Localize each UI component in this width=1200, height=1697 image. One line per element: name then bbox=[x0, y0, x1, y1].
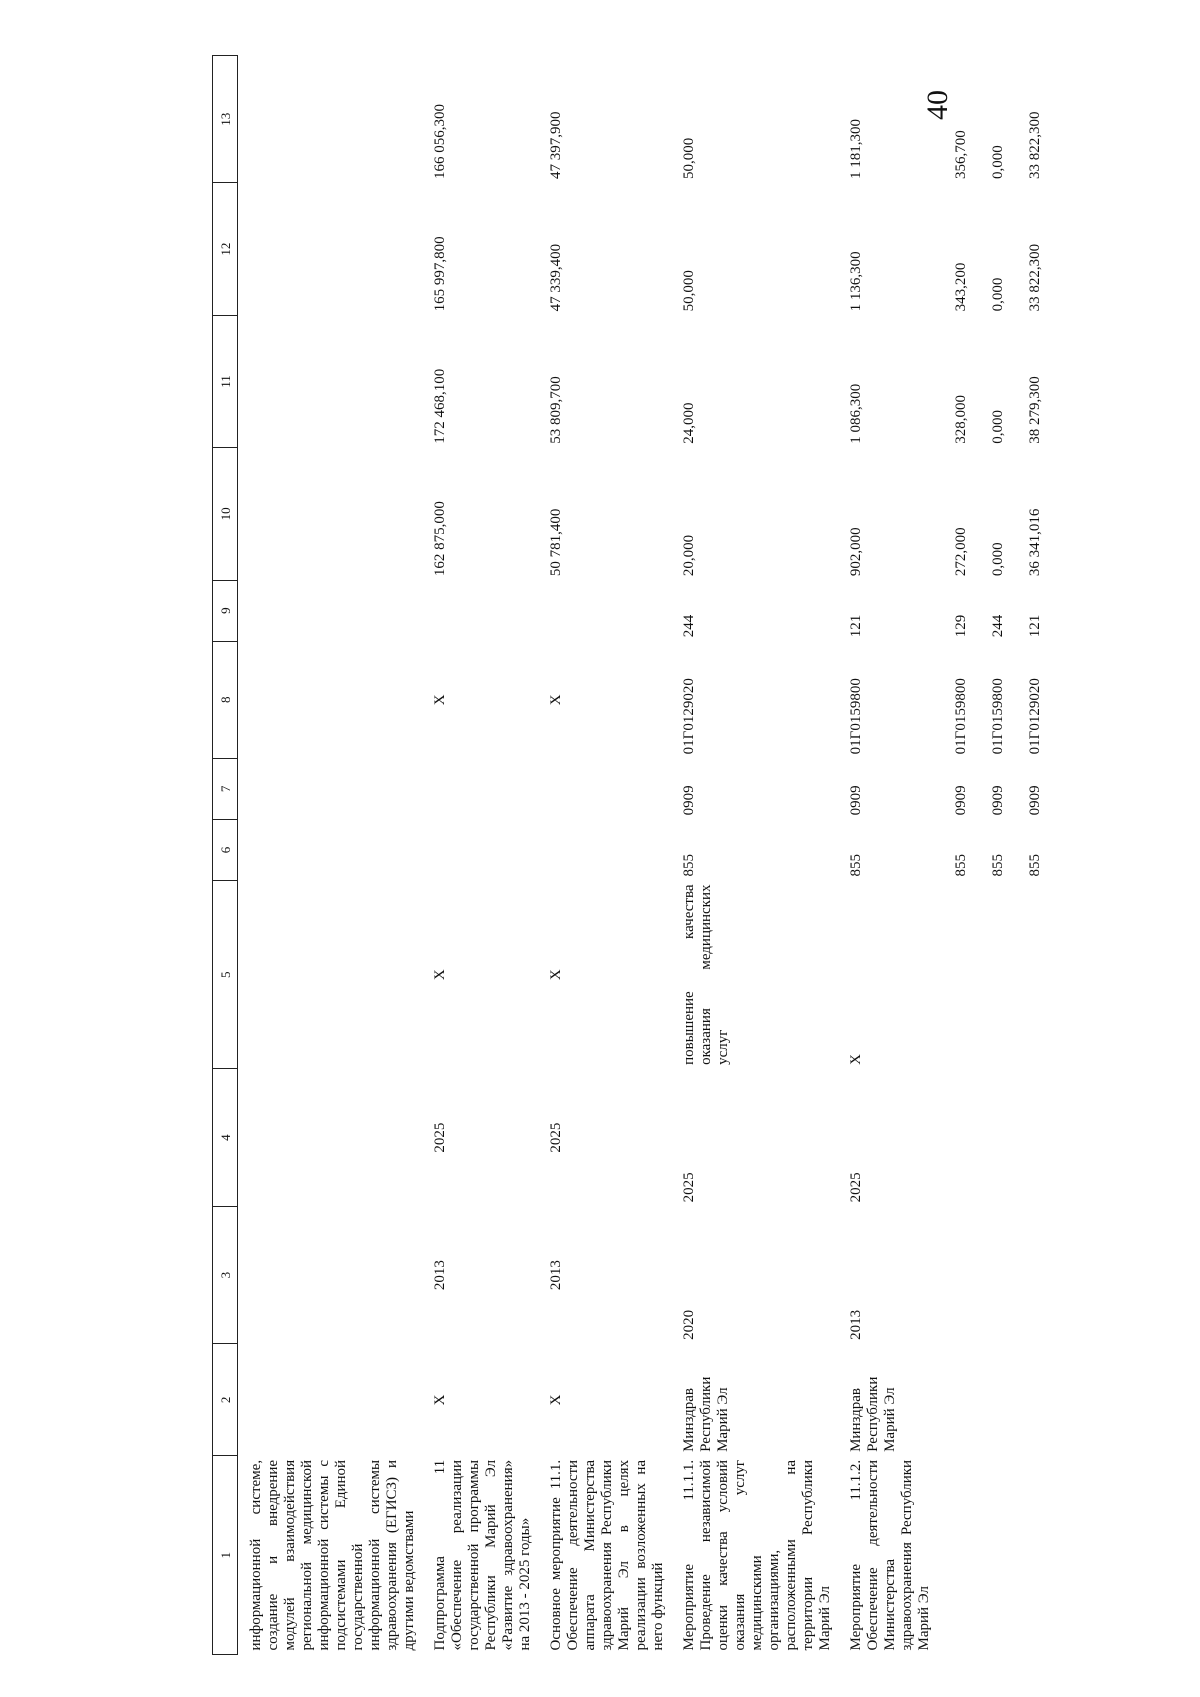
cell-target-article: 01Г0129020 bbox=[681, 678, 697, 755]
cell-target-article: 01Г0159800 bbox=[848, 678, 864, 755]
cell-amount-12: 0,000 bbox=[990, 277, 1006, 312]
cell-grbs bbox=[538, 819, 671, 880]
rotated-table-wrapper bbox=[212, 55, 1200, 1655]
cell-amount-11 bbox=[238, 315, 423, 447]
cell-executor: Х bbox=[548, 1394, 564, 1406]
cell-section bbox=[238, 758, 423, 819]
cell-start-year bbox=[974, 1206, 1011, 1343]
cell-amount-13: 356,700 bbox=[953, 130, 969, 179]
column-header: 13 bbox=[213, 56, 238, 183]
cell-start-year: 2013 bbox=[848, 1309, 864, 1340]
cell-amount-12: 165 997,800 bbox=[432, 236, 448, 312]
cell-target-article: 01Г0129020 bbox=[1027, 678, 1043, 755]
cell-grbs: 855 bbox=[953, 854, 969, 877]
table-row bbox=[671, 56, 838, 1655]
cell-amount-12: 33 822,300 bbox=[1027, 243, 1043, 312]
cell-section: 0909 bbox=[848, 785, 864, 816]
table-row bbox=[1011, 56, 1048, 1655]
cell-amount-10: 0,000 bbox=[990, 542, 1006, 577]
cell-executor bbox=[974, 1344, 1011, 1456]
cell-target-article bbox=[238, 641, 423, 758]
cell-grbs: 855 bbox=[681, 854, 697, 877]
cell-expense-type: 121 bbox=[848, 614, 864, 638]
cell-start-year bbox=[1011, 1206, 1048, 1343]
column-header: 11 bbox=[213, 315, 238, 447]
column-header: 7 bbox=[213, 758, 238, 819]
cell-end-year: 2025 bbox=[432, 1122, 448, 1153]
column-header: 2 bbox=[213, 1344, 238, 1456]
cell-amount-13: 50,000 bbox=[681, 137, 697, 179]
cell-expense-type: 244 bbox=[990, 614, 1006, 638]
cell-amount-10: 272,000 bbox=[953, 527, 969, 577]
header-row bbox=[213, 56, 238, 1655]
cell-result bbox=[1011, 881, 1048, 1069]
cell-grbs: 855 bbox=[990, 854, 1006, 877]
cell-start-year: 2020 bbox=[681, 1309, 697, 1340]
cell-description bbox=[974, 1456, 1011, 1655]
cell-result bbox=[974, 881, 1011, 1069]
cell-executor: Минздрав Республики Марий Эл bbox=[681, 1376, 731, 1452]
column-header: 8 bbox=[213, 641, 238, 758]
cell-executor bbox=[937, 1344, 974, 1456]
cell-description: Основное мероприятие 11.1. Обеспечение деятельности аппарата Министерства здравоохранения Республики Марий Эл в целях реализации возложенных на него функций bbox=[548, 1459, 666, 1651]
budget-table bbox=[212, 55, 1048, 1655]
cell-description bbox=[937, 1456, 974, 1655]
cell-executor bbox=[238, 1344, 423, 1456]
cell-section: 0909 bbox=[990, 785, 1006, 816]
cell-section bbox=[422, 758, 538, 819]
cell-amount-13: 33 822,300 bbox=[1027, 111, 1043, 179]
cell-section: 0909 bbox=[681, 785, 697, 816]
cell-end-year: 2025 bbox=[548, 1122, 564, 1153]
cell-executor bbox=[1011, 1344, 1048, 1456]
cell-amount-10: 162 875,000 bbox=[432, 501, 448, 577]
cell-description bbox=[1011, 1456, 1048, 1655]
cell-start-year: 2013 bbox=[548, 1260, 564, 1291]
cell-target-article: Х bbox=[432, 694, 448, 706]
cell-amount-12: 343,200 bbox=[953, 262, 969, 312]
cell-start-year bbox=[937, 1206, 974, 1343]
column-header: 1 bbox=[213, 1456, 238, 1655]
cell-grbs: 855 bbox=[848, 854, 864, 877]
cell-amount-10: 902,000 bbox=[848, 527, 864, 577]
cell-executor: Минздрав Республики Марий Эл bbox=[848, 1376, 898, 1452]
cell-end-year bbox=[937, 1069, 974, 1206]
cell-start-year bbox=[238, 1206, 423, 1343]
cell-description: Подпрограмма 11 «Обеспечение реализации государственной программы Республики Марий Эл «Развитие здравоохранения» на 2013 - 2025 годы» bbox=[432, 1459, 533, 1651]
cell-description: Мероприятие 11.1.2. Обеспечение деятельности Министерства здравоохранения Республики Марий Эл bbox=[848, 1459, 932, 1651]
cell-result: повышение качества оказания медицинских услуг bbox=[681, 884, 731, 1065]
cell-section: 0909 bbox=[1027, 785, 1043, 816]
cell-amount-13: 0,000 bbox=[990, 145, 1006, 179]
cell-amount-11: 53 809,700 bbox=[548, 376, 564, 444]
table-row bbox=[974, 56, 1011, 1655]
cell-amount-11: 172 468,100 bbox=[432, 368, 448, 444]
column-header: 12 bbox=[213, 183, 238, 315]
cell-end-year bbox=[1011, 1069, 1048, 1206]
cell-expense-type: 121 bbox=[1027, 614, 1043, 638]
cell-target-article: Х bbox=[548, 694, 564, 706]
page-number: 40 bbox=[921, 90, 954, 120]
cell-result bbox=[238, 881, 423, 1069]
cell-amount-11: 1 086,300 bbox=[848, 383, 864, 444]
cell-amount-13: 47 397,900 bbox=[548, 111, 564, 179]
cell-expense-type: 244 bbox=[681, 614, 697, 638]
cell-result bbox=[937, 881, 974, 1069]
cell-amount-12: 47 339,400 bbox=[548, 243, 564, 312]
cell-amount-12: 1 136,300 bbox=[848, 251, 864, 312]
cell-section: 0909 bbox=[953, 785, 969, 816]
cell-description: информационной системе, создание и внедрение модулей взаимодействия региональной медицинской информационной системы с подсистемами Единой государственной информационной системы здравоохранения (ЕГИСЗ) и другими ведомствами bbox=[248, 1459, 417, 1651]
cell-executor: Х bbox=[432, 1394, 448, 1406]
cell-result: Х bbox=[432, 969, 448, 981]
cell-amount-11: 38 279,300 bbox=[1027, 376, 1043, 444]
table-row bbox=[538, 56, 671, 1655]
cell-end-year bbox=[974, 1069, 1011, 1206]
table-row bbox=[937, 56, 974, 1655]
cell-amount-12: 50,000 bbox=[681, 270, 697, 312]
cell-amount-10: 20,000 bbox=[681, 534, 697, 577]
cell-expense-type bbox=[538, 580, 671, 641]
cell-result: Х bbox=[848, 1054, 864, 1065]
cell-target-article: 01Г0159800 bbox=[990, 678, 1006, 755]
cell-amount-10: 50 781,400 bbox=[548, 508, 564, 577]
cell-expense-type: 129 bbox=[953, 614, 969, 638]
cell-start-year: 2013 bbox=[432, 1260, 448, 1291]
cell-amount-13: 166 056,300 bbox=[432, 103, 448, 179]
cell-amount-10: 36 341,016 bbox=[1027, 508, 1043, 577]
cell-amount-10 bbox=[238, 448, 423, 580]
cell-end-year bbox=[238, 1069, 423, 1206]
cell-description: Мероприятие 11.1.1. Проведение независимой оценки качества условий оказания услуг медицинскими организациями, расположенными на территории Республики Марий Эл bbox=[681, 1459, 833, 1651]
cell-amount-13 bbox=[238, 56, 423, 183]
column-header: 5 bbox=[213, 881, 238, 1069]
table-row bbox=[422, 56, 538, 1655]
cell-amount-11: 24,000 bbox=[681, 402, 697, 444]
column-header: 10 bbox=[213, 448, 238, 580]
cell-end-year: 2025 bbox=[848, 1172, 864, 1203]
cell-amount-11: 328,000 bbox=[953, 394, 969, 444]
cell-amount-11: 0,000 bbox=[990, 409, 1006, 444]
cell-grbs bbox=[422, 819, 538, 880]
column-header: 9 bbox=[213, 580, 238, 641]
table-row bbox=[838, 56, 937, 1655]
column-header: 4 bbox=[213, 1069, 238, 1206]
cell-expense-type bbox=[238, 580, 423, 641]
cell-amount-12 bbox=[238, 183, 423, 315]
cell-end-year: 2025 bbox=[681, 1172, 697, 1203]
column-header: 6 bbox=[213, 819, 238, 880]
cell-target-article: 01Г0159800 bbox=[953, 678, 969, 755]
cell-section bbox=[538, 758, 671, 819]
cell-grbs bbox=[238, 819, 423, 880]
column-header: 3 bbox=[213, 1206, 238, 1343]
cell-grbs: 855 bbox=[1027, 854, 1043, 877]
cell-amount-13: 1 181,300 bbox=[848, 118, 864, 179]
table-row bbox=[238, 56, 423, 1655]
cell-expense-type bbox=[422, 580, 538, 641]
cell-result: Х bbox=[548, 969, 564, 981]
